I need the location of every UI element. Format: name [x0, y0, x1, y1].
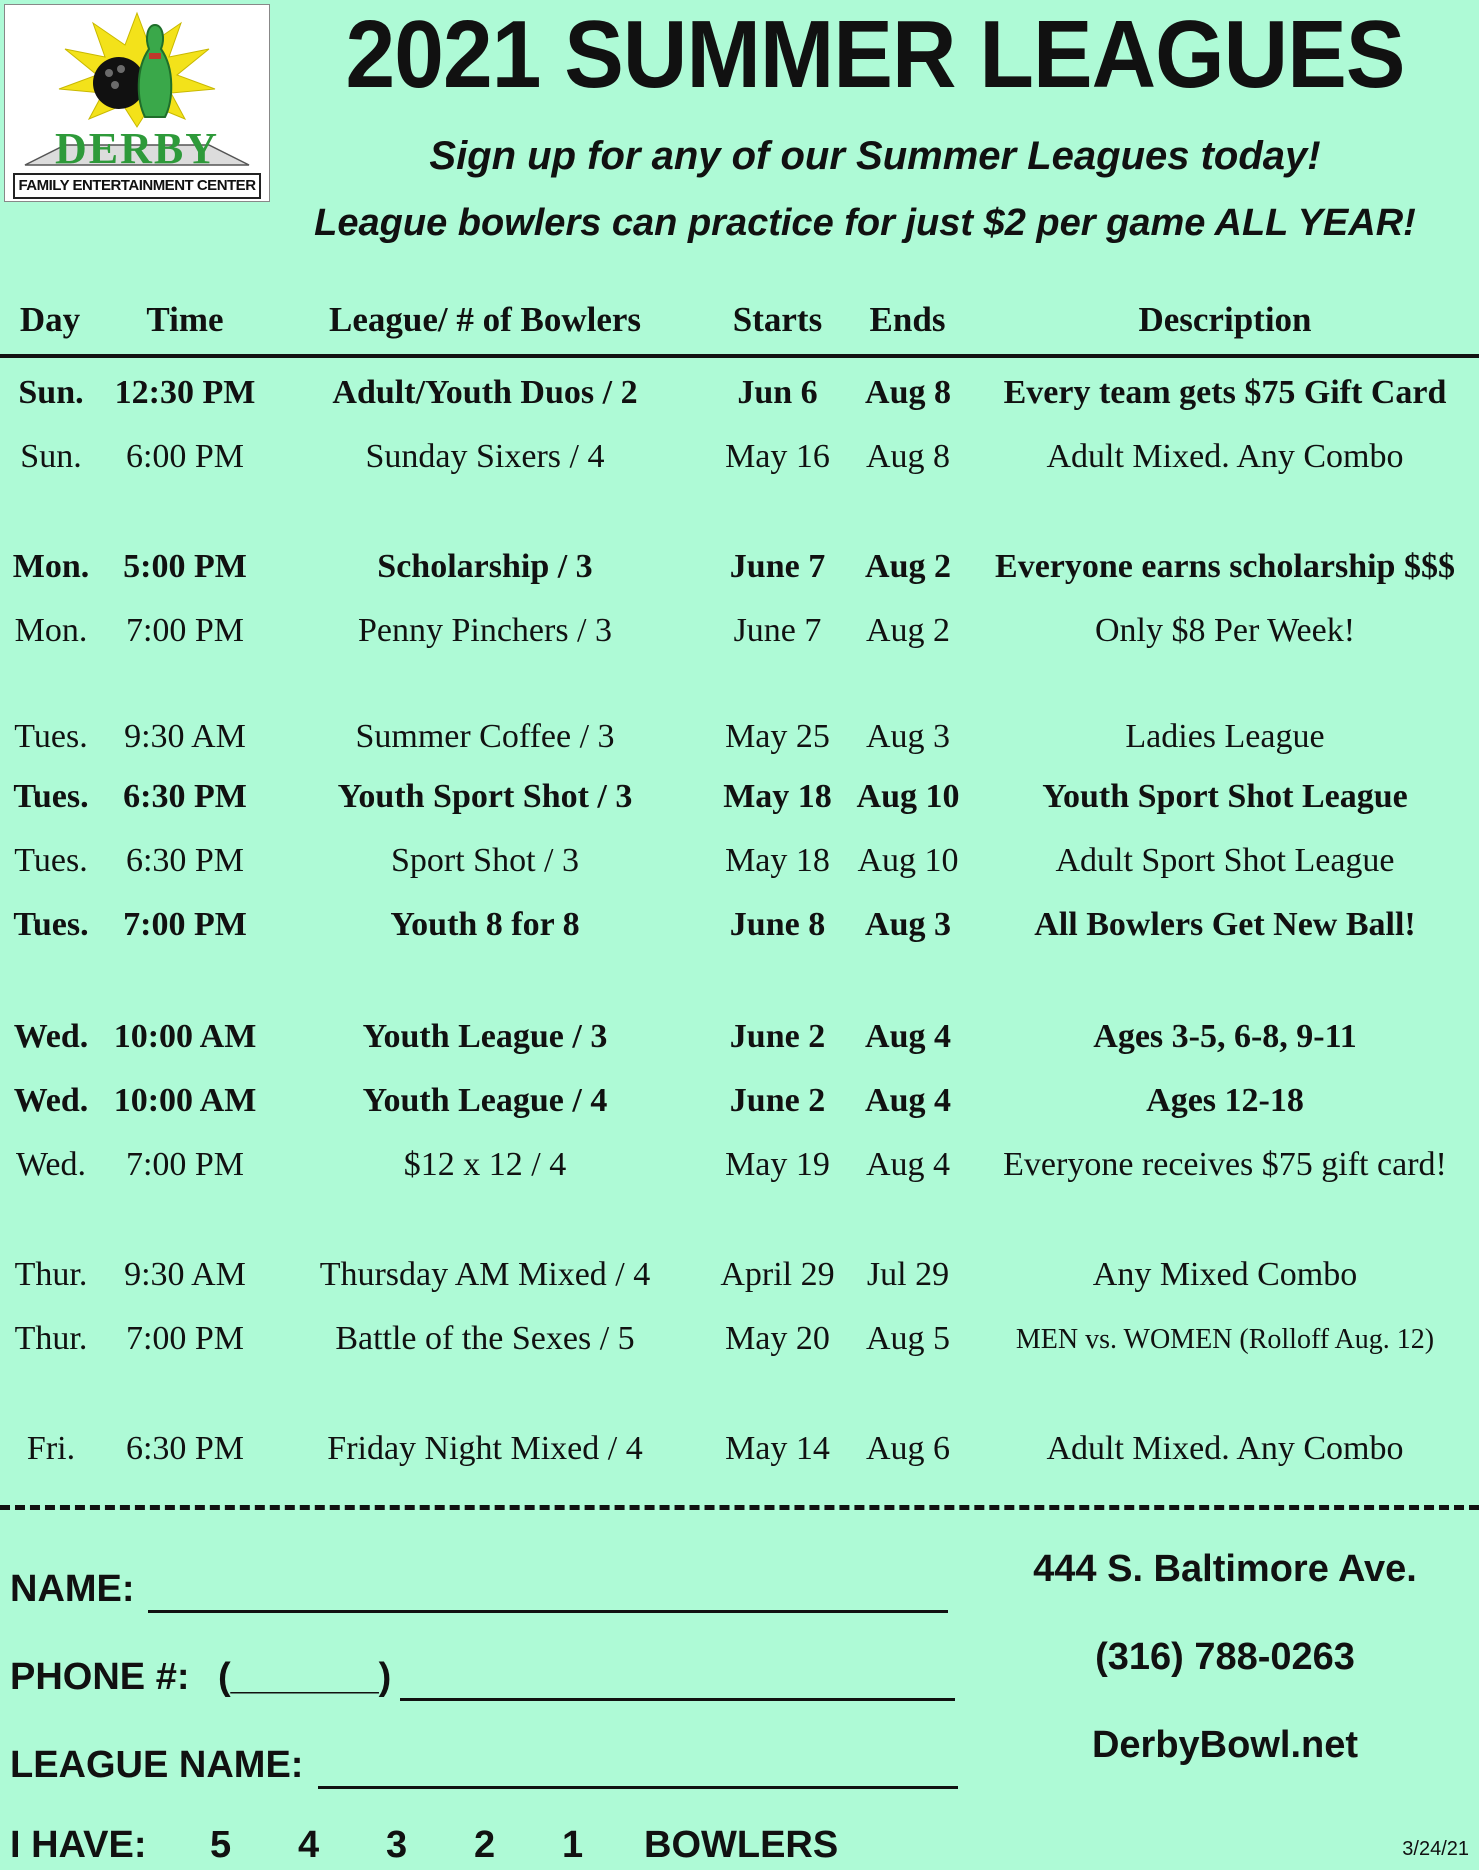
day-cell: Tues.	[14, 718, 88, 755]
description-cell: Adult Sport Shot League	[1055, 842, 1395, 879]
time-cell: 10:00 AM	[113, 1082, 257, 1119]
starts-cell: May 18	[725, 842, 830, 879]
starts-cell: May 19	[725, 1146, 830, 1183]
address: 444 S. Baltimore Ave.	[1033, 1548, 1417, 1590]
league-name-label: LEAGUE NAME:	[10, 1744, 304, 1786]
league-name-field[interactable]	[318, 1786, 958, 1789]
league-cell: Youth Sport Shot / 3	[337, 778, 633, 815]
league-cell: Battle of the Sexes / 5	[335, 1320, 635, 1357]
ends-cell: Aug 3	[865, 718, 951, 755]
time-cell: 9:30 AM	[124, 718, 246, 755]
description-cell: Everyone earns scholarship $$$	[995, 548, 1455, 585]
logo-tagline: FAMILY ENTERTAINMENT CENTER	[13, 173, 261, 199]
time-cell: 9:30 AM	[124, 1256, 246, 1293]
ends-cell: Aug 2	[865, 548, 951, 585]
starts-cell: June 7	[733, 612, 822, 649]
league-cell: Sport Shot / 3	[391, 842, 579, 879]
league-cell: Youth League / 3	[362, 1018, 608, 1055]
description-cell: Adult Mixed. Any Combo	[1046, 1430, 1404, 1467]
description-cell: Ages 3-5, 6-8, 9-11	[1093, 1018, 1357, 1055]
description-cell: Adult Mixed. Any Combo	[1046, 438, 1404, 475]
day-cell: Sun.	[20, 438, 82, 475]
name-label: NAME:	[10, 1568, 135, 1610]
day-cell: Tues.	[13, 778, 89, 815]
time-cell: 12:30 PM	[114, 374, 256, 411]
description-cell: Only $8 Per Week!	[1094, 612, 1356, 649]
description-cell: Everyone receives $75 gift card!	[1003, 1146, 1447, 1183]
description-cell: MEN vs. WOMEN (Rolloff Aug. 12)	[1015, 1324, 1435, 1355]
starts-cell: June 2	[729, 1018, 826, 1055]
bowlers-label: BOWLERS	[644, 1824, 839, 1866]
bowler-count-option[interactable]: 4	[298, 1824, 320, 1866]
ends-cell: Jul 29	[866, 1256, 950, 1293]
ends-cell: Aug 4	[865, 1018, 951, 1055]
bowler-count-option[interactable]: 1	[562, 1824, 584, 1866]
column-header-description: Description	[1138, 300, 1312, 339]
cut-line	[0, 1505, 1479, 1510]
revision-date: 3/24/21	[1402, 1838, 1469, 1860]
i-have-label: I HAVE:	[10, 1824, 147, 1866]
time-cell: 5:00 PM	[123, 548, 247, 585]
description-cell: Every team gets $75 Gift Card	[1003, 374, 1447, 411]
league-cell: Summer Coffee / 3	[355, 718, 615, 755]
name-field[interactable]	[148, 1610, 948, 1613]
bowler-count-option[interactable]: 2	[474, 1824, 496, 1866]
time-cell: 6:00 PM	[125, 438, 245, 475]
day-cell: Mon.	[12, 548, 90, 585]
column-header-day: Day	[19, 300, 81, 339]
starts-cell: May 16	[725, 438, 830, 475]
league-cell: $12 x 12 / 4	[403, 1146, 567, 1183]
starts-cell: May 20	[725, 1320, 830, 1357]
day-cell: Wed.	[13, 1082, 89, 1119]
league-cell: Scholarship / 3	[377, 548, 593, 585]
league-cell: Friday Night Mixed / 4	[327, 1430, 643, 1467]
column-header-league: League/ # of Bowlers	[328, 300, 642, 339]
starts-cell: May 25	[725, 718, 830, 755]
day-cell: Thur.	[14, 1256, 88, 1293]
league-cell: Thursday AM Mixed / 4	[319, 1256, 651, 1293]
description-cell: Ladies League	[1125, 718, 1325, 755]
column-header-time: Time	[146, 300, 224, 339]
page-title: 2021 SUMMER LEAGUES	[345, 1, 1405, 108]
time-cell: 6:30 PM	[125, 842, 245, 879]
time-cell: 7:00 PM	[123, 906, 247, 943]
starts-cell: May 18	[723, 778, 832, 815]
starts-cell: June 7	[729, 548, 826, 585]
website-link[interactable]: DerbyBowl.net	[1091, 1724, 1359, 1766]
derby-logo	[4, 4, 270, 202]
day-cell: Sun.	[18, 374, 84, 411]
league-cell: Adult/Youth Duos / 2	[332, 374, 638, 411]
subtitle-signup: Sign up for any of our Summer Leagues today!	[429, 134, 1321, 178]
day-cell: Tues.	[13, 906, 89, 943]
phone-number: (316) 788-0263	[1095, 1636, 1355, 1678]
ends-cell: Aug 3	[865, 906, 951, 943]
starts-cell: May 14	[725, 1430, 830, 1467]
phone-area-code: (_______)	[218, 1656, 392, 1698]
ends-cell: Aug 8	[865, 438, 951, 475]
ends-cell: Aug 2	[865, 612, 951, 649]
ends-cell: Aug 4	[865, 1146, 951, 1183]
league-cell: Youth League / 4	[362, 1082, 608, 1119]
description-cell: Any Mixed Combo	[1092, 1256, 1358, 1293]
time-cell: 10:00 AM	[113, 1018, 257, 1055]
ends-cell: Aug 4	[865, 1082, 951, 1119]
ends-cell: Aug 10	[856, 778, 960, 815]
column-header-ends: Ends	[869, 300, 946, 339]
bowler-count-option[interactable]: 5	[210, 1824, 232, 1866]
starts-cell: Jun 6	[737, 374, 818, 411]
header-rule	[0, 354, 1479, 358]
phone-label: PHONE #:	[10, 1656, 190, 1698]
ends-cell: Aug 8	[865, 374, 951, 411]
bowler-count-option[interactable]: 3	[386, 1824, 408, 1866]
day-cell: Tues.	[14, 842, 88, 879]
time-cell: 7:00 PM	[125, 1320, 245, 1357]
phone-field[interactable]	[400, 1698, 955, 1701]
league-cell: Penny Pinchers / 3	[357, 612, 613, 649]
day-cell: Wed.	[16, 1146, 86, 1183]
time-cell: 6:30 PM	[123, 778, 247, 815]
time-cell: 7:00 PM	[125, 1146, 245, 1183]
column-header-starts: Starts	[732, 300, 823, 339]
league-cell: Youth 8 for 8	[390, 906, 580, 943]
logo-wordmark: DERBY	[54, 124, 220, 173]
ends-cell: Aug 10	[857, 842, 959, 879]
league-cell: Sunday Sixers / 4	[365, 438, 605, 475]
description-cell: All Bowlers Get New Ball!	[1034, 906, 1416, 943]
subtitle-practice: League bowlers can practice for just $2 per game ALL YEAR!	[314, 202, 1416, 244]
day-cell: Mon.	[14, 612, 88, 649]
ends-cell: Aug 5	[865, 1320, 951, 1357]
description-cell: Youth Sport Shot League	[1042, 778, 1408, 815]
time-cell: 7:00 PM	[125, 612, 245, 649]
starts-cell: April 29	[720, 1256, 835, 1293]
day-cell: Wed.	[13, 1018, 89, 1055]
time-cell: 6:30 PM	[125, 1430, 245, 1467]
description-cell: Ages 12-18	[1146, 1082, 1304, 1119]
day-cell: Fri.	[26, 1430, 76, 1467]
ends-cell: Aug 6	[865, 1430, 951, 1467]
day-cell: Thur.	[14, 1320, 88, 1357]
starts-cell: June 8	[729, 906, 826, 943]
starts-cell: June 2	[729, 1082, 826, 1119]
